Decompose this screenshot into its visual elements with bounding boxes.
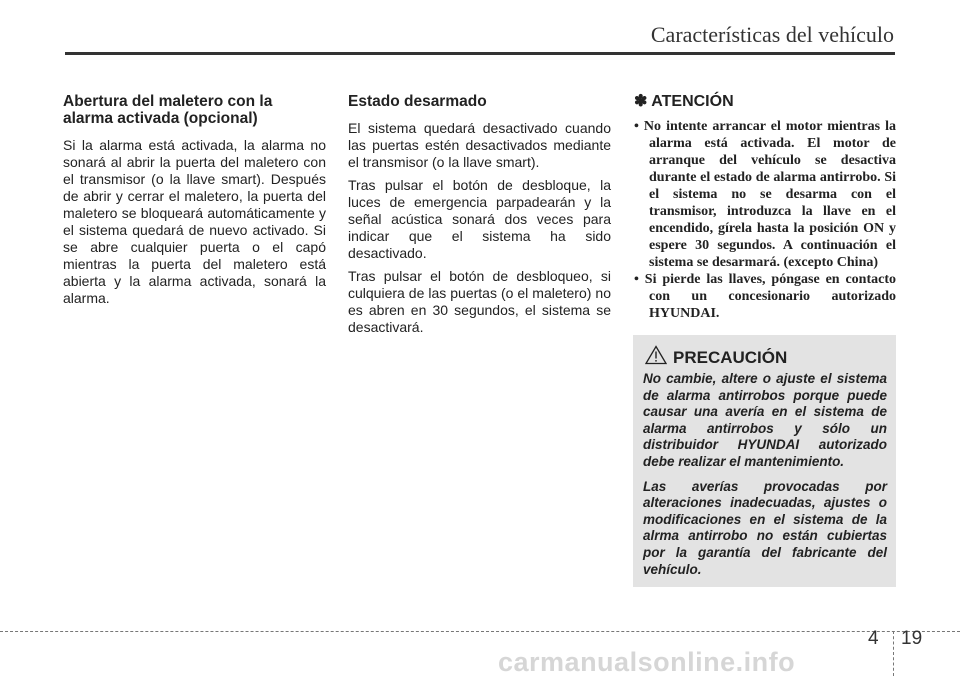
watermark: carmanualsonline.info xyxy=(498,647,796,677)
trunk-alarm-heading: Abertura del maletero con la alarma activada (opcional) xyxy=(63,93,273,127)
disarmed-heading: Estado desarmado xyxy=(348,93,487,110)
disarmed-paragraph-3: Tras pulsar el botón de desbloqueo, si culquiera de las puertas (o el maletero) no es abren en 30 segundos, el sistema se desactivará. xyxy=(348,268,611,335)
trunk-alarm-paragraph: Si la alarma está activada, la alarma no sonará al abrir la puerta del maletero con el transmisor (o la llave smart). Después de abrir y cerrar el maletero, la puerta del maletero se bloqueará automáticamente y el sistema quedará de nuevo activado. Si se abre cualquier puerta o el capó mientras la puerta del maletero está abierta y la alarma activada, sonará la alarma. xyxy=(63,137,326,306)
caution-box xyxy=(633,335,896,587)
attention-item-1: • No intente arrancar el motor mientras la alarma está activada. El motor de arranque del vehículo se desactiva durante el estado de alarma antirrobo. Si el sistema no se desarma con el transmisor, introduzca la llave en el encendido, gírela hasta la posición ON y espere 30 segundos. A continuación el sistema se desarmará. (excepto China) xyxy=(634,119,896,270)
section-title: Características del vehículo xyxy=(650,22,894,47)
caution-header xyxy=(645,345,787,370)
column-trunk-alarm xyxy=(63,93,326,313)
attention-heading: ✽ ATENCIÓN xyxy=(634,93,734,110)
caution-paragraph-2: Las averías provocadas por alteraciones inadecuadas, ajustes o modificaciones en el sistema de la alrma antirrobo no están cubiertas por la garantía del fabricante del vehículo. xyxy=(643,478,887,577)
footer-rule xyxy=(0,631,960,632)
caution-paragraph-1: No cambie, altere o ajuste el sistema de alarma antirrobos porque puede causar una avería en el sistema de alarma antirrobos y sólo un distribuidor HYUNDAI autorizado debe realizar el mantenimiento. xyxy=(643,371,887,469)
attention-notice xyxy=(634,93,896,322)
page-number-separator xyxy=(893,631,894,676)
warning-triangle-icon xyxy=(645,345,667,370)
page-number: 19 xyxy=(901,628,923,649)
disarmed-paragraph-2: Tras pulsar el botón de desbloque, la luces de emergencia parpadearán y la señal acústica sonará dos veces para indicar que el sistema ha sido desactivado. xyxy=(348,177,611,261)
chapter-number: 4 xyxy=(868,628,879,649)
caution-title: PRECAUCIÓN xyxy=(673,347,788,367)
header-rule xyxy=(65,52,895,55)
disarmed-paragraph-1: El sistema quedará desactivado cuando las puertas estén desactivados mediante el transmisor (o la llave smart). xyxy=(348,120,611,170)
column-disarmed-state xyxy=(348,93,611,342)
attention-item-2: • Si pierde las llaves, póngase en contacto con un concesionario autorizado HYUNDAI. xyxy=(634,272,896,321)
caution-text xyxy=(643,371,887,586)
